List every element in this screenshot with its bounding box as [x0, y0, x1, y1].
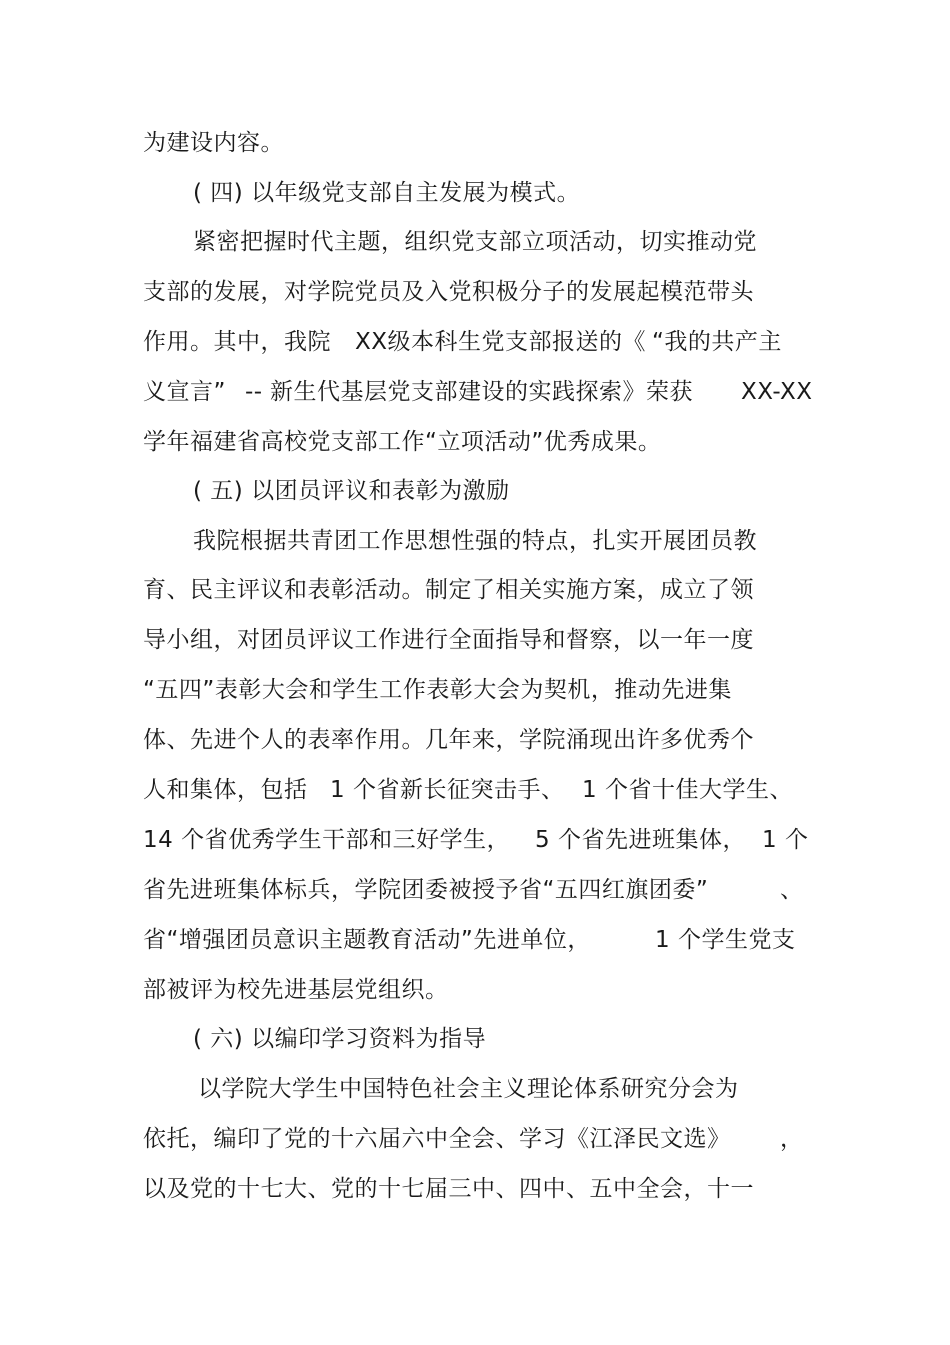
text-line: [0, 875, 804, 905]
text-segment: 导小组，对团员评议工作进行全面指导和督察，以一年一度: [143, 627, 754, 653]
text-line: [0, 825, 809, 855]
text-line: [0, 377, 813, 407]
text-segment: 我院根据共青团工作思想性强的特点，扎实开展团员教: [193, 528, 757, 554]
text-segment: ，: [780, 1126, 804, 1152]
text-segment: 人和集体，包括: [143, 777, 308, 803]
text-segment: 义宣言”: [143, 379, 226, 405]
text-segment: 紧密把握时代主题，组织党支部立项活动，切实推动党: [193, 229, 757, 255]
text-segment: ( 六) 以编印学习资料为指导: [193, 1026, 487, 1052]
text-line: [0, 427, 662, 457]
text-line: [0, 775, 793, 805]
text-segment: 新生代基层党支部建设的实践探索》荣获: [270, 379, 693, 405]
text-line: [0, 1174, 754, 1204]
text-segment: ( 四) 以年级党支部自主发展为模式。: [193, 180, 581, 206]
text-segment: 支部的发展，对学院党员及入党积极分子的发展起模范带头: [143, 279, 754, 305]
text-segment: --: [245, 379, 263, 405]
text-line: [0, 725, 754, 755]
text-segment: 1 个省新长征突击手、: [330, 777, 565, 803]
text-line: [0, 227, 757, 257]
text-segment: 5 个省先进班集体，: [535, 827, 746, 853]
text-line: [0, 975, 449, 1005]
text-segment: ( 五) 以团员评议和表彰为激励: [193, 478, 510, 504]
text-line: [0, 277, 754, 307]
text-segment: 部被评为校先进基层党组织。: [143, 977, 449, 1003]
text-segment: 1 个: [762, 827, 809, 853]
text-segment: 、: [780, 877, 804, 903]
text-segment: XX级本科生党支部报送的《: [355, 329, 647, 355]
section-heading: [0, 1024, 487, 1054]
text-segment: XX-XX: [741, 379, 813, 405]
text-segment: 学年福建省高校党支部工作“立项活动”优秀成果。: [143, 429, 662, 455]
text-line: [0, 675, 732, 705]
text-line: [0, 575, 754, 605]
text-segment: 1 个学生党支: [655, 927, 796, 953]
text-segment: 作用。其中，我院: [143, 329, 331, 355]
text-segment: 14 个省优秀学生干部和三好学生，: [143, 827, 511, 853]
text-segment: 依托，编印了党的十六届六中全会、学习《江泽民文选》: [143, 1126, 731, 1152]
text-segment: 以及党的十七大、党的十七届三中、四中、五中全会，十一: [143, 1176, 754, 1202]
text-segment: “五四”表彰大会和学生工作表彰大会为契机，推动先进集: [143, 677, 732, 703]
text-line: [0, 526, 757, 556]
text-segment: 省先进班集体标兵，学院团委被授予省“五四红旗团委”: [143, 877, 709, 903]
text-segment: 育、民主评议和表彰活动。制定了相关实施方案，成立了领: [143, 577, 754, 603]
text-segment: 为建设内容。: [143, 130, 284, 156]
text-segment: 以学院大学生中国特色社会主义理论体系研究分会为: [198, 1076, 739, 1102]
text-segment: “我的共产主: [652, 329, 782, 355]
text-line: [0, 925, 796, 955]
text-segment: 1 个省十佳大学生、: [582, 777, 793, 803]
text-segment: 省“增强团员意识主题教育活动”先进单位，: [143, 927, 591, 953]
text-line: [0, 1074, 739, 1104]
text-segment: 体、先进个人的表率作用。几年来，学院涌现出许多优秀个: [143, 727, 754, 753]
section-heading: [0, 178, 581, 208]
text-line: [0, 128, 284, 158]
text-line: [0, 327, 782, 357]
text-line: [0, 625, 754, 655]
section-heading: [0, 476, 510, 506]
text-line: [0, 1124, 804, 1154]
